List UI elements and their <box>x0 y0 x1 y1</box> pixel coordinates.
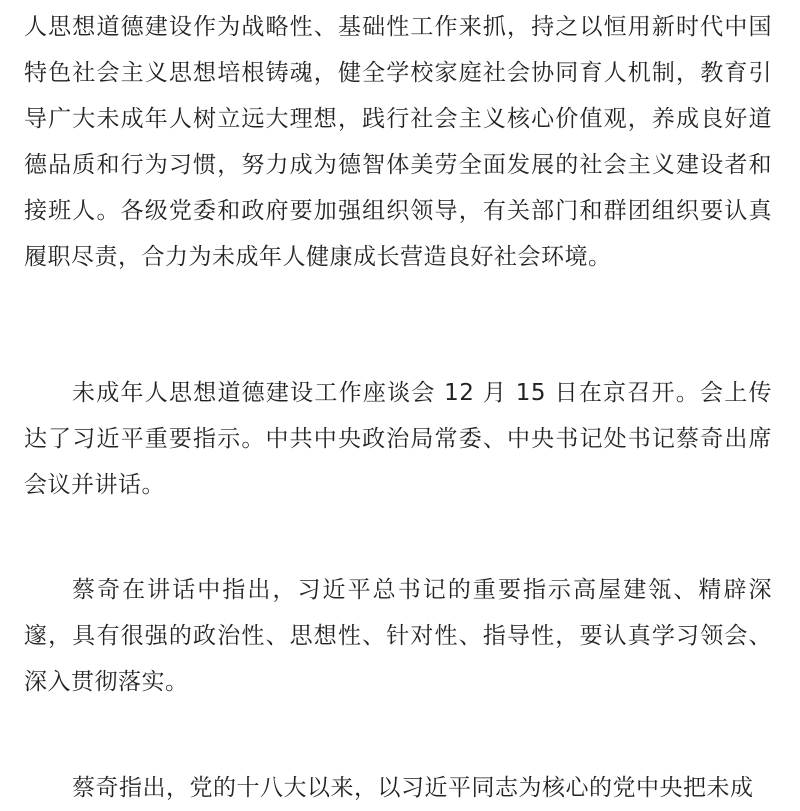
paragraph-2: 未成年人思想道德建设工作座谈会 12 月 15 日在京召开。会上传达了习近平重要指示。中共中央政治局常委、中央书记处书记蔡奇出席会议并讲话。 <box>24 380 772 498</box>
paragraph-4: 蔡奇指出，党的十八大以来，以习近平同志为核心的党中央把未成 <box>72 775 754 801</box>
paragraph-1: 人思想道德建设作为战略性、基础性工作来抓，持之以恒用新时代中国特色社会主义思想培根铸魂，健全学校家庭社会协同育人机制，教育引导广大未成年人树立远大理想，践行社会主义核心价值观，养成良好道德品质和行为习惯，努力成为德智体美劳全面发展的社会主义建设者和接班人。各级党委和政府要加强组织领导，有关部门和群团组织要认真履职尽责，合力为未成年人健康成长营造良好社会环境。 <box>24 14 772 270</box>
paragraph-3: 蔡奇在讲话中指出，习近平总书记的重要指示高屋建瓴、精辟深邃，具有很强的政治性、思想性、针对性、指导性，要认真学习领会、深入贯彻落实。 <box>24 577 772 695</box>
